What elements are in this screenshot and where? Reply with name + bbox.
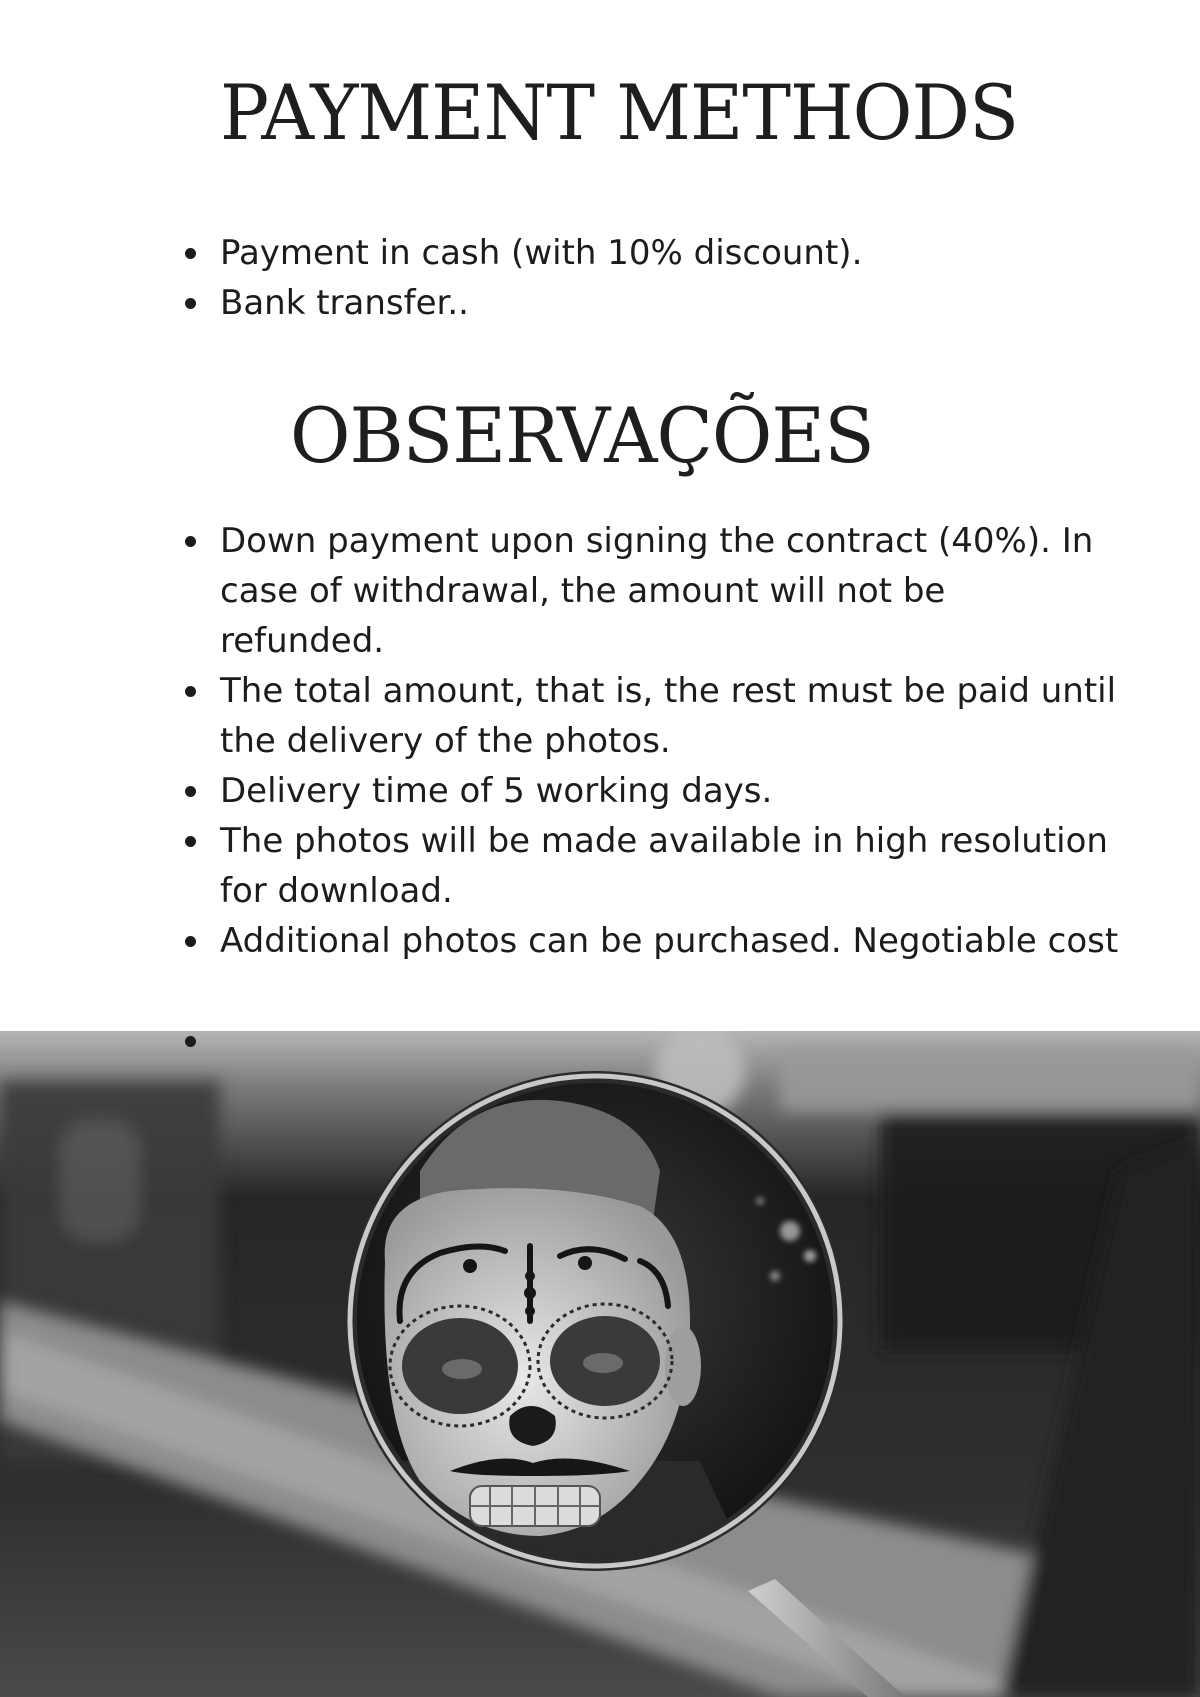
list-item-text: Payment in cash (with 10% discount). (220, 233, 863, 273)
bullet-icon (185, 536, 196, 547)
list-item (180, 278, 1080, 328)
payment-methods-list (180, 228, 1080, 328)
bullet-icon (185, 248, 196, 259)
list-item-text: The total amount, that is, the rest must be paid until the delivery of the photos. (220, 671, 1117, 761)
skull-makeup-mirror-photo (0, 1031, 1200, 1697)
payment-methods-title: PAYMENT METHODS (220, 68, 1019, 157)
bullet-icon (185, 1036, 196, 1047)
list-item-text: The photos will be made available in high resolution for download. (220, 821, 1108, 911)
bullet-icon (185, 786, 196, 797)
bullet-icon (185, 298, 196, 309)
list-item-text: Down payment upon signing the contract (40%). In case of withdrawal, the amount will not be refunded. (220, 521, 1094, 661)
list-item (180, 766, 1120, 816)
bullet-icon (185, 936, 196, 947)
list-item-text: Additional photos can be purchased. Negotiable cost (220, 921, 1119, 961)
list-item (180, 228, 1080, 278)
bullet-icon (185, 836, 196, 847)
list-item-text: Delivery time of 5 working days. (220, 771, 773, 811)
list-item (180, 816, 1120, 916)
observations-list (180, 516, 1120, 966)
photo-illustration (0, 1031, 1200, 1697)
list-item (180, 666, 1120, 766)
bullet-icon (185, 686, 196, 697)
list-item (180, 516, 1120, 666)
observations-title: OBSERVAÇÕES (290, 391, 874, 480)
list-item (180, 916, 1120, 966)
list-item-text: Bank transfer.. (220, 283, 469, 323)
